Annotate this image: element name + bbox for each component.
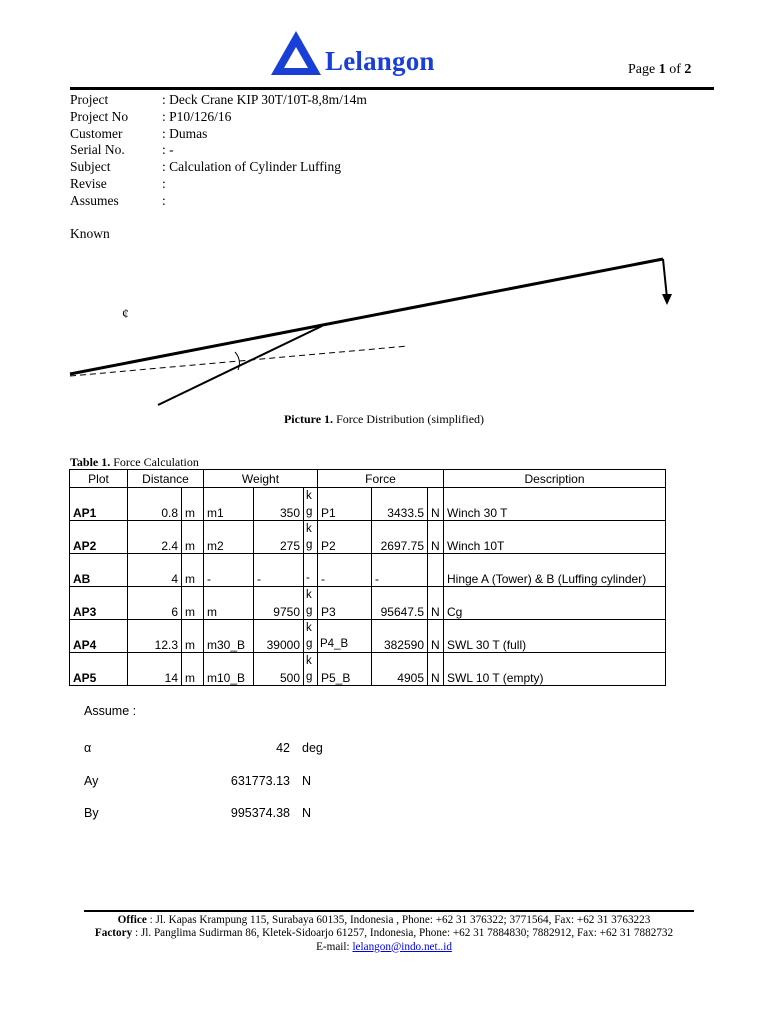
cell-force-value: 4905 (372, 653, 428, 686)
load-arrow-shaft (663, 259, 667, 298)
cell-force-name: P3 (318, 587, 372, 620)
col-header-force: Force (318, 470, 444, 488)
boom-line (70, 259, 663, 374)
cell-plot: AP3 (70, 587, 128, 620)
brand-name: Lelangon (325, 46, 435, 76)
cell-force-unit: N (428, 653, 444, 686)
cell-weight-name: m1 (204, 488, 254, 521)
cell-force-value: 95647.5 (372, 587, 428, 620)
meta-row-assumes: Assumes : (70, 192, 166, 208)
luffing-cylinder-line (158, 326, 322, 405)
cell-force-unit: N (428, 488, 444, 521)
table-row (70, 554, 666, 587)
cell-weight-unit: - (304, 554, 318, 587)
meta-row-serial: Serial No. : - (70, 142, 174, 158)
col-header-plot: Plot (70, 470, 128, 488)
known-heading: Known (70, 226, 110, 241)
table-row (70, 620, 666, 653)
table-row (70, 488, 666, 521)
cell-weight-name: - (204, 554, 254, 587)
email-link[interactable]: lelangon@indo.net..id (352, 940, 452, 953)
cell-force-name: P1 (318, 488, 372, 521)
meta-row-subject: Subject : Calculation of Cylinder Luffing (70, 159, 341, 175)
cell-plot: AP1 (70, 488, 128, 521)
cell-description: Winch 30 T (444, 488, 666, 521)
cell-distance: 0.8 (128, 488, 182, 521)
cell-weight-value: 9750 (254, 587, 304, 620)
table-row (70, 521, 666, 554)
cell-force-unit: N (428, 587, 444, 620)
project-meta (70, 92, 367, 210)
cell-weight-unit: kg (304, 521, 318, 554)
cell-distance: 14 (128, 653, 182, 686)
table-caption: Table 1. Force Calculation (70, 455, 199, 469)
cell-weight-name: m10_B (204, 653, 254, 686)
meta-row-project: Project : Deck Crane KIP 30T/10T-8,8m/14m (70, 92, 367, 107)
cell-description: Cg (444, 587, 666, 620)
assume-values (84, 740, 323, 822)
cell-weight-unit: kg (304, 620, 318, 653)
cell-plot: AP2 (70, 521, 128, 554)
table-header-row (70, 470, 666, 488)
cell-force-value: 2697.75 (372, 521, 428, 554)
assume-row-by: By 995374.38 N (84, 806, 312, 821)
cell-force-unit: N (428, 620, 444, 653)
footer-email: E-mail: lelangon@indo.net..id (316, 940, 452, 953)
table-row (70, 653, 666, 686)
cell-plot: AP4 (70, 620, 128, 653)
assume-heading: Assume : (84, 704, 137, 718)
cell-force-value: 3433.5 (372, 488, 428, 521)
footer-office: Office : Jl. Kapas Krampung 115, Surabaya 60135, Indonesia , Phone: +62 31 376322; 3771564, Fax: +62 31 3763223 (117, 914, 651, 926)
cell-distance: 12.3 (128, 620, 182, 653)
page-number: Page 1 of 2 (628, 62, 692, 77)
cell-weight-name: m (204, 587, 254, 620)
cell-distance: 6 (128, 587, 182, 620)
cell-description: SWL 30 T (full) (444, 620, 666, 653)
cell-distance-unit: m (182, 653, 204, 686)
cell-force-value: - (372, 554, 428, 587)
cell-weight-value: 350 (254, 488, 304, 521)
cell-distance: 2.4 (128, 521, 182, 554)
cell-weight-unit: kg (304, 653, 318, 686)
cell-force-name: - (318, 554, 372, 587)
cell-distance-unit: m (182, 554, 204, 587)
col-header-distance: Distance (128, 470, 204, 488)
cell-description: Winch 10T (444, 521, 666, 554)
header-rule (70, 87, 714, 90)
load-arrowhead (662, 294, 672, 305)
cell-plot: AP5 (70, 653, 128, 686)
cell-weight-name: m30_B (204, 620, 254, 653)
assume-row-alpha: α 42 deg (84, 741, 323, 755)
cell-weight-unit: kg (304, 488, 318, 521)
footer-factory: Factory : Jl. Panglima Sudirman 86, Kletek-Sidoarjo 61257, Indonesia, Phone: +62 31 7884830; 7882912, Fax: +62 31 7882732 (94, 927, 674, 940)
col-header-description: Description (444, 470, 666, 488)
cell-force-name: P5_B (318, 653, 372, 686)
cell-description: SWL 10 T (empty) (444, 653, 666, 686)
cell-weight-name: m2 (204, 521, 254, 554)
cell-force-value: 382590 (372, 620, 428, 653)
cell-weight-value: - (254, 554, 304, 587)
col-header-weight: Weight (204, 470, 318, 488)
force-diagram (60, 250, 700, 415)
footer (0, 914, 768, 954)
meta-row-revise: Revise : (70, 175, 166, 191)
cell-weight-value: 39000 (254, 620, 304, 653)
assume-row-ay: Ay 631773.13 N (84, 773, 312, 788)
table-row (70, 587, 666, 620)
cell-weight-unit: kg (304, 587, 318, 620)
cell-force-name: P2 (318, 521, 372, 554)
force-table (69, 469, 666, 686)
cell-distance-unit: m (182, 620, 204, 653)
meta-row-project-no: Project No : P10/126/16 (70, 108, 232, 124)
cell-plot: AB (70, 554, 128, 587)
cell-distance-unit: m (182, 488, 204, 521)
cg-symbol: ¢ (122, 307, 129, 322)
cell-force-unit (428, 554, 444, 587)
cell-description: Hinge A (Tower) & B (Luffing cylinder) (444, 554, 666, 587)
cell-weight-value: 275 (254, 521, 304, 554)
footer-rule (84, 910, 694, 912)
cell-weight-value: 500 (254, 653, 304, 686)
cell-force-name: P4_B (318, 620, 372, 653)
picture-caption: Picture 1. Force Distribution (simplified) (283, 412, 485, 426)
brand-logo-icon (270, 30, 322, 76)
cell-distance: 4 (128, 554, 182, 587)
cell-distance-unit: m (182, 521, 204, 554)
cell-force-unit: N (428, 521, 444, 554)
meta-row-customer: Customer : Dumas (70, 125, 208, 141)
cell-distance-unit: m (182, 587, 204, 620)
